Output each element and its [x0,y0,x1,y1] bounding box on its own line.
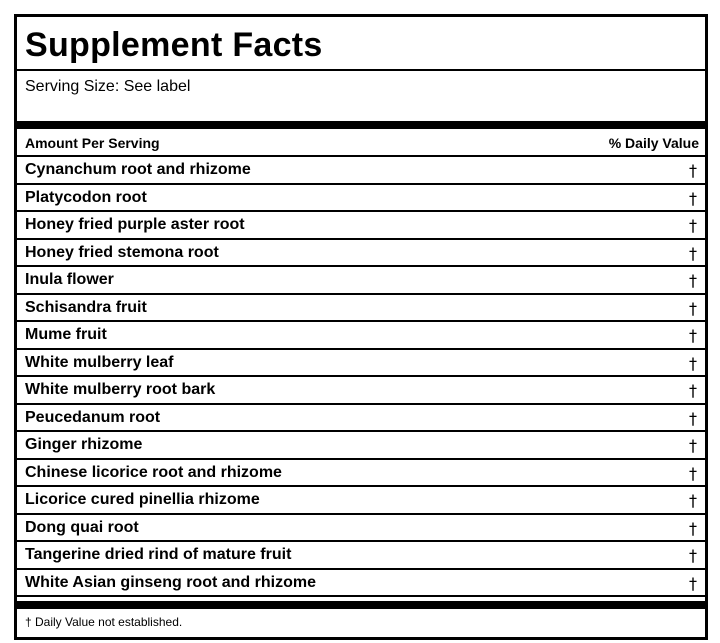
ingredient-row [17,155,705,183]
amount-per-serving-header: Amount Per Serving [25,135,160,151]
daily-value-dagger: † [689,408,697,428]
daily-value-dagger: † [689,491,697,510]
panel-title: Supplement Facts [25,26,323,64]
thick-divider [17,601,705,609]
serving-size: Serving Size: See label [25,78,191,95]
ingredient-row [17,210,705,238]
daily-value-dagger: † [689,271,697,290]
daily-value-dagger: † [689,436,697,455]
divider [17,595,705,597]
daily-value-dagger: † [689,243,697,263]
ingredient-row [17,293,705,321]
ingredient-row [17,485,705,513]
supplement-facts-panel [14,14,708,640]
ingredient-row [17,568,705,596]
daily-value-dagger: † [689,326,697,345]
daily-value-dagger: † [689,573,697,593]
ingredient-row [17,238,705,266]
daily-value-dagger: † [689,216,697,235]
daily-value-dagger: † [689,161,697,180]
ingredient-row [17,348,705,376]
ingredient-name: Ginger rhizome [25,436,143,453]
ingredient-name: Peucedanum root [25,408,161,426]
ingredient-name: Mume fruit [25,326,107,343]
ingredient-name: Inula flower [25,271,114,288]
divider [17,69,705,71]
column-header-row [17,131,705,155]
ingredient-row [17,513,705,541]
ingredient-name: White mulberry leaf [25,353,174,371]
ingredient-name: Tangerine dried rind of mature fruit [25,546,292,563]
ingredient-row [17,320,705,348]
ingredient-name: Dong quai root [25,518,139,536]
ingredient-name: Honey fried stemona root [25,243,219,261]
daily-value-dagger: † [689,353,697,373]
footnote: † Daily Value not established. [25,615,183,629]
ingredient-name: Honey fried purple aster root [25,216,245,233]
ingredient-name: Licorice cured pinellia rhizome [25,491,260,508]
ingredient-name: Cynanchum root and rhizome [25,161,251,178]
ingredient-row [17,375,705,403]
ingredient-row [17,403,705,431]
ingredient-row [17,458,705,486]
ingredient-name: White mulberry root bark [25,381,216,398]
ingredient-row [17,183,705,211]
daily-value-dagger: † [689,188,697,208]
ingredient-name: Schisandra fruit [25,298,147,316]
daily-value-dagger: † [689,463,697,483]
ingredient-name: Chinese licorice root and rhizome [25,463,282,481]
ingredient-row [17,265,705,293]
daily-value-dagger: † [689,298,697,318]
ingredient-name: Platycodon root [25,188,147,206]
ingredient-name: White Asian ginseng root and rhizome [25,573,316,591]
ingredient-row [17,430,705,458]
daily-value-header: % Daily Value [608,135,699,151]
ingredient-row [17,540,705,568]
daily-value-dagger: † [689,381,697,400]
daily-value-dagger: † [689,546,697,565]
daily-value-dagger: † [689,518,697,538]
thick-divider [17,121,705,129]
